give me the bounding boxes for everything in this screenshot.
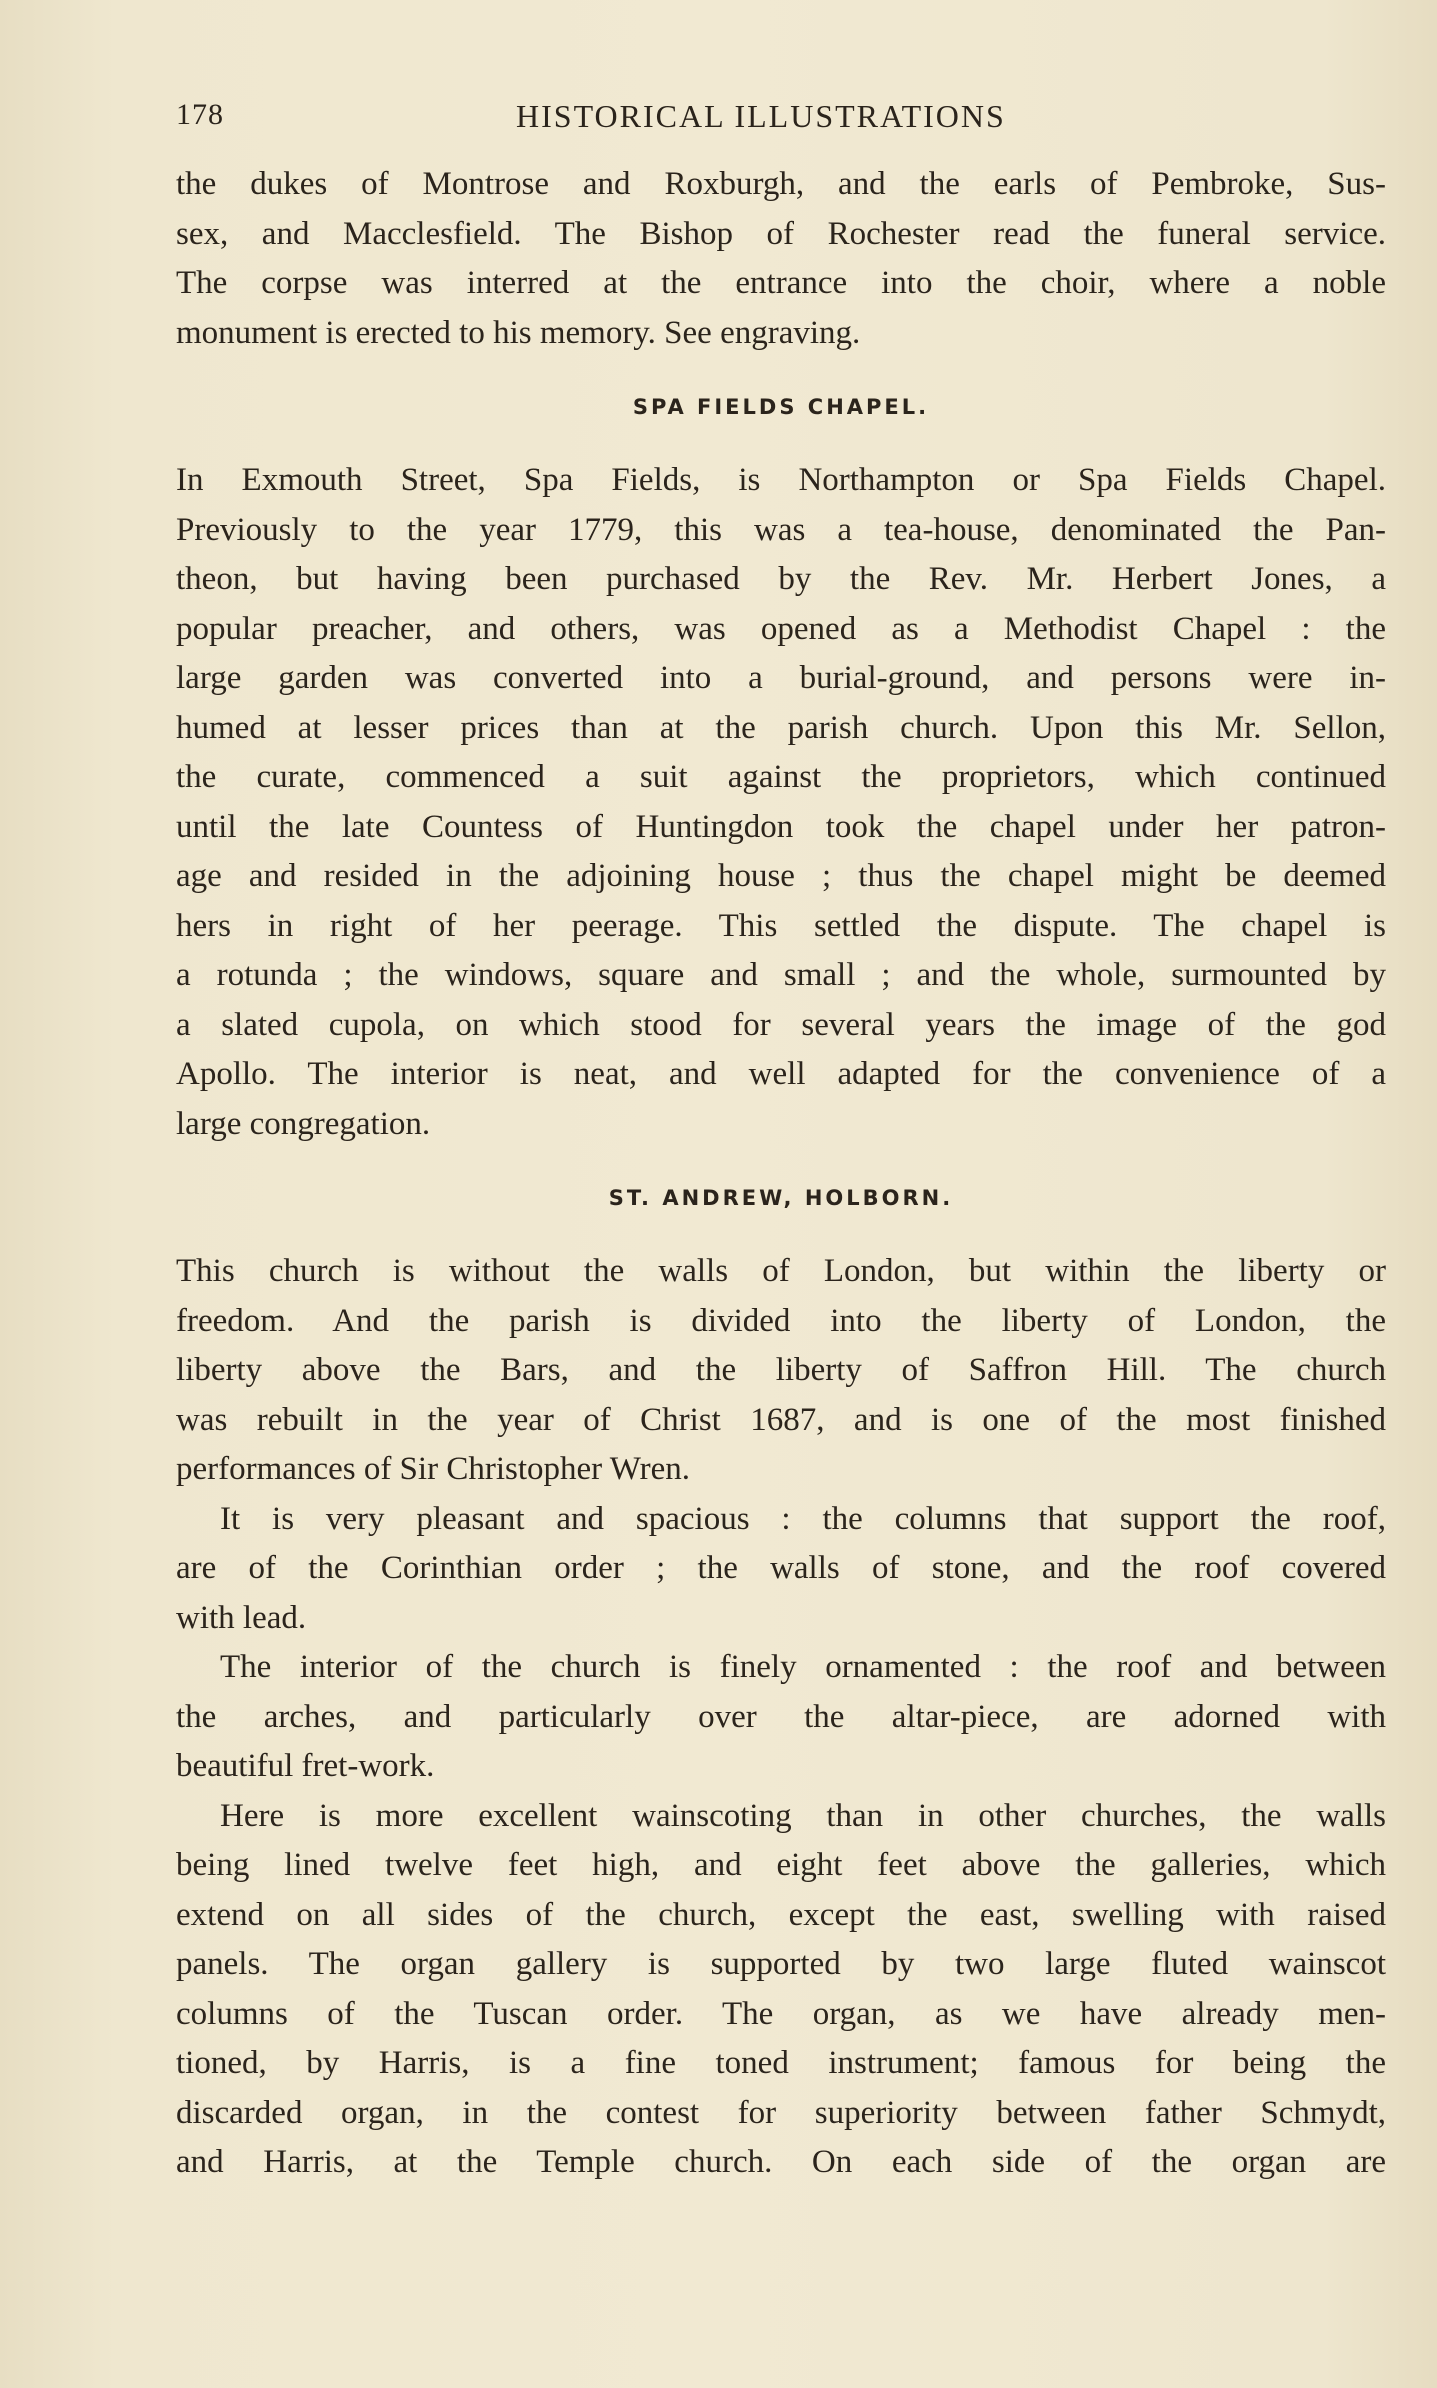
- text-line: discarded organ, in the contest for superiority between father Schmydt,: [176, 2094, 1386, 2131]
- text-line: This church is without the walls of London, but within the liberty or: [176, 1253, 1386, 1289]
- text-line: a rotunda ; the windows, square and small ; and the whole, surmounted by: [176, 957, 1386, 993]
- text-line: humed at lesser prices than at the parish church. Upon this Mr. Sellon,: [176, 709, 1386, 746]
- text-line: The interior of the church is finely ornamented : the roof and between: [220, 1649, 1386, 1685]
- body-text: [176, 160, 1386, 2188]
- text-line: Here is more excellent wainscoting than in other churches, the walls: [220, 1797, 1386, 1834]
- text-line: sex, and Macclesfield. The Bishop of Rochester read the funeral service.: [176, 215, 1386, 252]
- text-line: the curate, commenced a suit against the proprietors, which continued: [176, 759, 1386, 795]
- paragraph: [176, 1247, 1386, 1495]
- paragraph: [176, 1495, 1386, 1644]
- page-number: 178: [176, 98, 224, 131]
- paragraph: [176, 160, 1386, 358]
- text-line: and Harris, at the Temple church. On each side of the organ are: [176, 2144, 1386, 2180]
- text-line: with lead.: [176, 1599, 307, 1636]
- section-heading: SPA FIELDS CHAPEL.: [632, 395, 930, 419]
- page-header: [176, 98, 1396, 144]
- text-line: theon, but having been purchased by the Rev. Mr. Herbert Jones, a: [176, 561, 1386, 597]
- text-line: are of the Corinthian order ; the walls of stone, and the roof covered: [176, 1550, 1386, 1586]
- text-line: the arches, and particularly over the altar-piece, are adorned with: [176, 1698, 1386, 1735]
- text-line: hers in right of her peerage. This settled the dispute. The chapel is: [176, 907, 1386, 944]
- text-line: until the late Countess of Huntingdon took the chapel under her patron-: [176, 808, 1386, 845]
- paragraph: [176, 456, 1386, 1149]
- text-line: large congregation.: [176, 1105, 431, 1142]
- text-line: popular preacher, and others, was opened as a Methodist Chapel : the: [176, 610, 1386, 647]
- text-line: beautiful fret-work.: [176, 1748, 435, 1784]
- text-line: performances of Sir Christopher Wren.: [176, 1451, 690, 1487]
- text-line: tioned, by Harris, is a fine toned instrument; famous for being the: [176, 2045, 1386, 2081]
- text-line: was rebuilt in the year of Christ 1687, and is one of the most finished: [176, 1401, 1386, 1438]
- text-line: the dukes of Montrose and Roxburgh, and the earls of Pembroke, Sus-: [176, 166, 1386, 202]
- paragraph: [176, 1643, 1386, 1792]
- text-line: panels. The organ gallery is supported by two large fluted wainscot: [176, 1946, 1386, 1982]
- text-line: freedom. And the parish is divided into the liberty of London, the: [176, 1302, 1386, 1339]
- running-head: HISTORICAL ILLUSTRATIONS: [516, 98, 1006, 134]
- text-line: being lined twelve feet high, and eight feet above the galleries, which: [176, 1847, 1386, 1883]
- text-line: large garden was converted into a burial-ground, and persons were in-: [176, 660, 1386, 696]
- paragraph: [176, 1792, 1386, 2188]
- section-heading: ST. ANDREW, HOLBORN.: [608, 1186, 954, 1210]
- text-line: extend on all sides of the church, except the east, swelling with raised: [176, 1896, 1386, 1933]
- text-line: Previously to the year 1779, this was a tea-house, denominated the Pan-: [176, 511, 1386, 548]
- text-line: It is very pleasant and spacious : the columns that support the roof,: [220, 1500, 1386, 1537]
- text-line: The corpse was interred at the entrance into the choir, where a noble: [176, 265, 1386, 301]
- text-line: age and resided in the adjoining house ; thus the chapel might be deemed: [176, 858, 1386, 894]
- text-line: columns of the Tuscan order. The organ, as we have already men-: [176, 1995, 1386, 2032]
- text-line: a slated cupola, on which stood for several years the image of the god: [176, 1006, 1386, 1043]
- text-line: Apollo. The interior is neat, and well adapted for the convenience of a: [176, 1056, 1386, 1092]
- text-line: monument is erected to his memory. See engraving.: [176, 314, 861, 351]
- text-line: In Exmouth Street, Spa Fields, is Northampton or Spa Fields Chapel.: [176, 462, 1386, 498]
- text-line: liberty above the Bars, and the liberty of Saffron Hill. The church: [176, 1352, 1386, 1388]
